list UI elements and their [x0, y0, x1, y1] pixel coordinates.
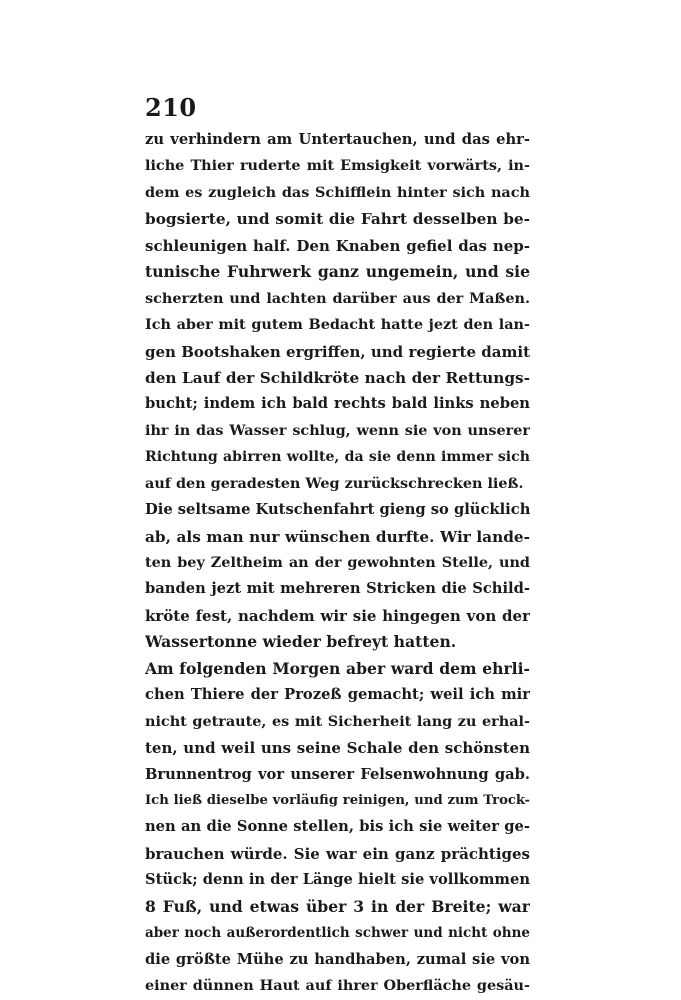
text-line: schleunigen half. Den Knaben gefiel das nep-	[145, 236, 530, 255]
text-line: zu verhindern am Untertauchen, und das ehr-	[145, 131, 530, 148]
text-line: Ich aber mit gutem Bedacht hatte jezt den lan-	[145, 316, 530, 334]
text-line: Am folgenden Morgen aber ward dem ehrli-	[145, 658, 530, 678]
text-line: ihr in das Wasser schlug, wenn sie von unserer	[145, 421, 530, 439]
text-line: bucht; indem ich bald rechts bald links neben	[145, 395, 530, 413]
text-line: gen Bootshaken ergriffen, und regierte damit	[145, 342, 530, 361]
text-line: einer dünnen Haut auf ihrer Oberfläche gesäu-	[145, 977, 530, 994]
text-line: nen an die Sonne stellen, bis ich sie weiter ge-	[145, 818, 530, 836]
text-line: scherzten und lachten darüber aus der Maßen.	[145, 289, 530, 307]
text-line: auf den geradesten Weg zurückschrecken ließ.	[145, 474, 524, 492]
text-line: den Lauf der Schildkröte nach der Rettungs-	[145, 368, 530, 387]
text-line: banden jezt mit mehreren Stricken die Schild-	[145, 580, 530, 598]
text-line: 8 Fuß, und etwas über 3 in der Breite; war	[145, 896, 530, 916]
body-text	[145, 127, 530, 999]
text-line: kröte fest, nachdem wir sie hingegen von der	[145, 606, 530, 625]
text-line: die größte Mühe zu handhaben, zumal sie von	[145, 950, 530, 968]
text-line: Stück; denn in der Länge hielt sie vollkommen	[145, 871, 530, 889]
text-line: tunische Fuhrwerk ganz ungemein, und sie	[145, 262, 530, 282]
text-line: Die seltsame Kutschenfahrt gieng so glücklich	[145, 501, 530, 519]
text-line: Richtung abirren wollte, da sie denn immer sich	[145, 449, 530, 466]
text-line: Wassertonne wieder befreyt hatten.	[145, 632, 457, 652]
text-line: bogsierte, und somit die Fahrt desselben be-	[145, 210, 530, 229]
text-line: ab, als man nur wünschen durfte. Wir lande-	[145, 527, 530, 546]
text-line: ten, und weil uns seine Schale den schönsten	[145, 739, 530, 758]
text-line: Brunnentrog vor unserer Felsenwohnung gab.	[145, 765, 530, 783]
text-line: chen Thiere der Prozeß gemacht; weil ich mir	[145, 686, 530, 704]
text-line: dem es zugleich das Schifflein hinter sich nach	[145, 183, 530, 201]
page-number: 210	[145, 93, 197, 122]
text-line: nicht getraute, es mit Sicherheit lang zu erhal-	[145, 712, 530, 730]
text-line: liche Thier ruderte mit Emsigkeit vorwärts, in-	[145, 157, 530, 175]
text-line: Ich ließ dieselbe vorläufig reinigen, und zum Trock-	[145, 792, 530, 808]
text-line: aber noch außerordentlich schwer und nicht ohne	[145, 925, 530, 942]
text-line: brauchen würde. Sie war ein ganz prächtiges	[145, 844, 530, 863]
text-line: ten bey Zeltheim an der gewohnten Stelle, und	[145, 554, 530, 571]
